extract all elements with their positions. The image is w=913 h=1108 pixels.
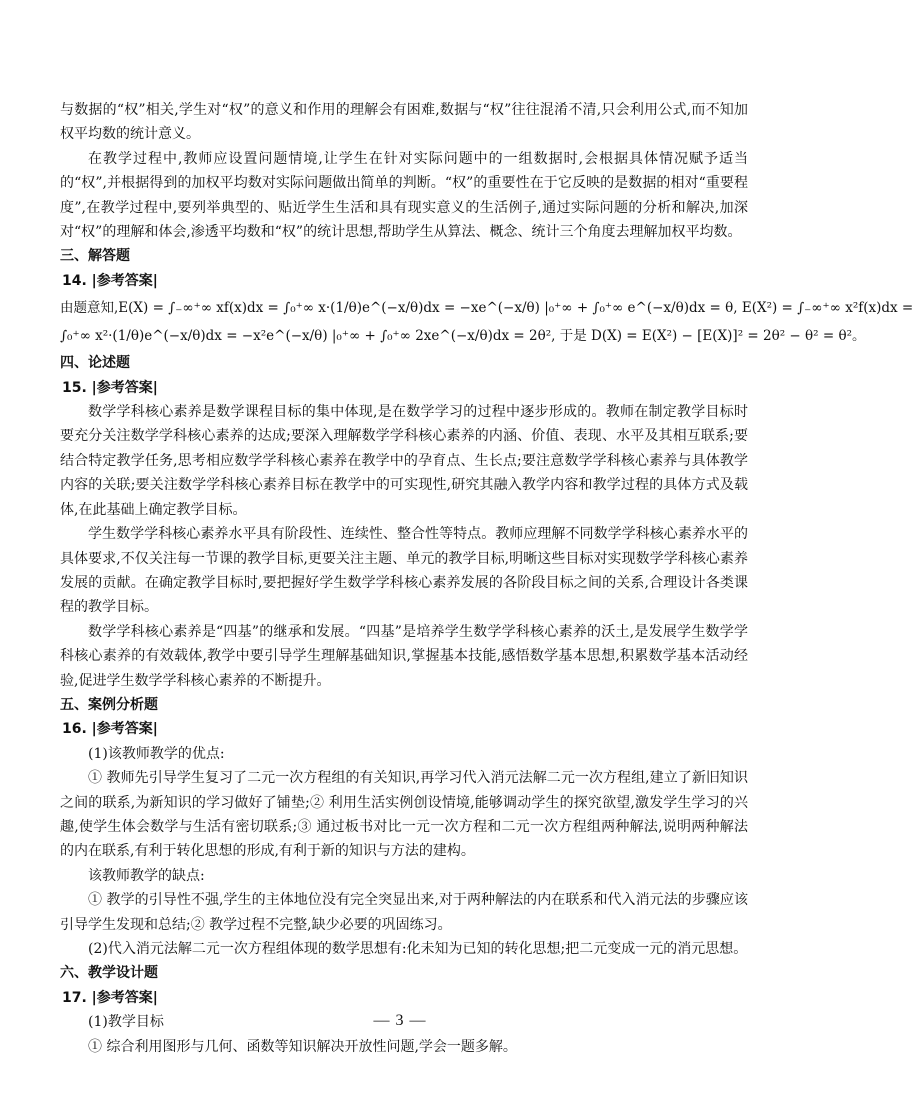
essay-paragraph-1: 数学学科核心素养是数学课程目标的集中体现,是在数学学习的过程中逐步形成的。教师在制定教学目标时要充分关注数学学科核心素养的达成;要深入理解数学学科核心素养的内涵、价值、表现、水平及其相互联系;要结合特定教学任务,思考相应数学学科核心素养在教学中的孕育点、生长点;要注意数学学科核心素养与具体教学内容的关联;要关注数学学科核心素养目标在教学中的可实现性,研究其融入教学内容和教学过程的具体方式及载体,在此基础上确定教学目标。: [60, 404, 748, 518]
section-heading-4: 四、论述题: [60, 355, 130, 372]
essay-paragraph-2: 学生数学学科核心素养水平具有阶段性、连续性、整合性等特点。教师应理解不同数学学科核心素养水平的具体要求,不仅关注每一节课的教学目标,更要关注主题、单元的教学目标,明晰这些目标对实现数学学科核心素养发展的贡献。在确定教学目标时,要把握好学生数学学科核心素养发展的各阶段目标之间的关系,合理设计各类课程的教学目标。: [60, 526, 748, 616]
essay-paragraph-3: 数学学科核心素养是“四基”的继承和发展。“四基”是培养学生数学学科核心素养的沃土,是发展学生数学学科核心素养的有效载体,教学中要引导学生理解基础知识,掌握基本技能,感悟数学基本思想,积累数学基本活动经验,促进学生数学学科核心素养的不断提升。: [60, 623, 748, 689]
intro-paragraph-2: 在教学过程中,教师应设置问题情境,让学生在针对实际问题中的一组数据时,会根据具体情况赋予适当的“权”,并根据得到的加权平均数对实际问题做出简单的判断。“权”的重要性在于它反映的是数据的相对“重要程度”,在教学过程中,要列举典型的、贴近学生生活和具有现实意义的生活例子,通过实际问题的分析和解决,加深对“权”的理解和体会,渗透平均数和“权”的统计思想,帮助学生从算法、概念、统计三个角度去理解加权平均数。: [60, 150, 748, 241]
question-14-label: 14. |参考答案|: [62, 272, 158, 289]
formula-line-1: 由题意知,E(X) = ∫₋∞⁺∞ xf(x)dx = ∫₀⁺∞ x·(1/θ)e^(−x/θ)dx = −xe^(−x/θ) |₀⁺∞ + ∫₀⁺∞ e^(−x/θ)dx = θ, E(X²) = ∫₋∞⁺∞ x²f(x)dx =: [60, 300, 913, 317]
design-subheading-1: (1)教学目标: [88, 1014, 164, 1031]
case-subheading-2: 该教师教学的缺点:: [88, 867, 205, 884]
case-advantages: ① 教师先引导学生复习了二元一次方程组的有关知识,再学习代入消元法解二元一次方程组,建立了新旧知识之间的联系,为新知识的学习做好了铺垫;② 利用生活实例创设情境,能够调动学生的探究欲望,激发学生学习的兴趣,使学生体会数学与生活有密切联系;③ 通过板书对比一元一次方程和二元一次方程组两种解法,说明两种解法的内在联系,有利于转化思想的形成,有利于新的知识与方法的建构。: [60, 770, 748, 860]
case-disadvantages: ① 教学的引导性不强,学生的主体地位没有完全突显出来,对于两种解法的内在联系和代入消元法的步骤应该引导学生发现和总结;② 教学过程不完整,缺少必要的巩固练习。: [60, 892, 748, 933]
formula-line-2: ∫₀⁺∞ x²·(1/θ)e^(−x/θ)dx = −x²e^(−x/θ) |₀⁺∞ + ∫₀⁺∞ 2xe^(−x/θ)dx = 2θ², 于是 D(X) = E(X²) − [E(X)]² = 2θ² − θ² = θ²。: [60, 328, 866, 345]
section-heading-5: 五、案例分析题: [60, 696, 158, 713]
question-15-label: 15. |参考答案|: [62, 379, 158, 396]
case-paragraph-2: (2)代入消元法解二元一次方程组体现的数学思想有:化未知为已知的转化思想;把二元变成一元的消元思想。: [88, 941, 748, 957]
case-subheading-1: (1)该教师教学的优点:: [88, 745, 225, 762]
section-heading-6: 六、教学设计题: [60, 965, 158, 982]
section-heading-3: 三、解答题: [60, 248, 130, 265]
question-16-label: 16. |参考答案|: [62, 721, 158, 738]
intro-paragraph-1: 与数据的“权”相关,学生对“权”的意义和作用的理解会有困难,数据与“权”往往混淆不清,只会利用公式,而不知加权平均数的统计意义。: [60, 102, 748, 143]
design-item-1: ① 综合利用图形与几何、函数等知识解决开放性问题,学会一题多解。: [88, 1038, 517, 1055]
page-content: [60, 98, 913, 1059]
page-number: [0, 1012, 800, 1030]
page-number-text: — 3 —: [373, 1012, 427, 1029]
question-17-label: 17. |参考答案|: [62, 989, 158, 1006]
